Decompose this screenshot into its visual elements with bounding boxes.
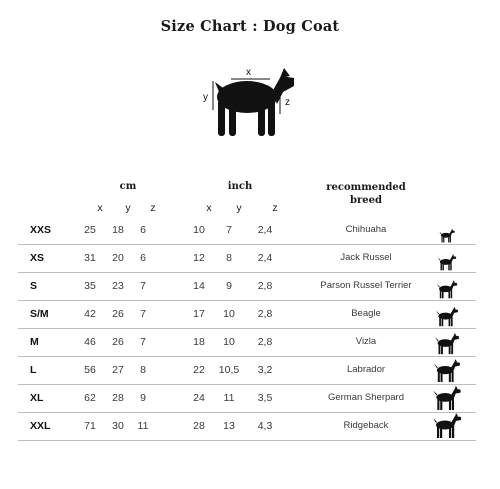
cm-y-value: 28 [112, 392, 124, 404]
inch-y-value: 9 [226, 280, 232, 292]
inch-x-value: 14 [193, 280, 205, 292]
inch-z-value: 2,4 [257, 224, 273, 236]
breed-name: Vizla [355, 336, 377, 347]
table-row [18, 356, 476, 385]
inch-z-header: z [272, 202, 278, 214]
inch-z-value: 2,8 [257, 280, 273, 292]
cm-y-value: 18 [112, 224, 124, 236]
cm-z-value: 7 [140, 336, 146, 348]
table-row [18, 412, 476, 441]
size-label: XXS [30, 224, 52, 236]
cm-x-value: 25 [84, 224, 96, 236]
inch-y-value: 7 [226, 224, 232, 236]
cm-z-value: 7 [140, 280, 146, 292]
cm-x-header: x [97, 202, 103, 214]
cm-x-value: 31 [84, 252, 96, 264]
inch-x-value: 18 [193, 336, 205, 348]
size-label: L [30, 364, 37, 376]
inch-x-value: 24 [193, 392, 205, 404]
inch-z-value: 3,2 [257, 364, 273, 376]
page-title: Size Chart : Dog Coat [160, 18, 340, 35]
diagram-x-label: x [246, 67, 251, 78]
inch-z-value: 4,3 [257, 420, 273, 432]
cm-z-value: 6 [140, 252, 146, 264]
cm-x-value: 35 [84, 280, 96, 292]
inch-z-value: 2,8 [257, 336, 273, 348]
cm-y-value: 23 [112, 280, 124, 292]
cm-x-value: 71 [84, 420, 96, 432]
inch-z-value: 2,4 [257, 252, 273, 264]
inch-y-header: y [236, 202, 242, 214]
beagle-icon [432, 301, 462, 327]
breed-name: Beagle [351, 308, 381, 319]
recommended-header-line2: breed [350, 195, 382, 206]
size-label: S/M [30, 308, 49, 320]
inch-x-header: x [206, 202, 212, 214]
inch-x-value: 17 [193, 308, 205, 320]
dog-measurement-diagram [0, 0, 500, 160]
inch-y-value: 10 [223, 308, 235, 320]
vizla-icon [432, 329, 462, 355]
breed-name: German Sherpard [327, 392, 405, 403]
inch-x-value: 22 [193, 364, 205, 376]
breed-name: Jack Russel [340, 252, 392, 263]
breed-name: Parson Russel Terrier [320, 280, 412, 291]
breed-name: Labrador [346, 364, 386, 375]
cm-y-value: 20 [112, 252, 124, 264]
inch-y-value: 11 [223, 392, 235, 404]
ridgeback-icon [432, 413, 462, 439]
cm-y-value: 26 [112, 336, 124, 348]
inch-y-value: 10 [223, 336, 235, 348]
table-row [18, 384, 476, 413]
cm-z-value: 11 [137, 420, 149, 432]
inch-y-value: 13 [223, 420, 235, 432]
labrador-icon [432, 357, 462, 383]
diagram-y-label: y [203, 92, 208, 103]
cm-z-value: 8 [140, 364, 146, 376]
inch-y-value: 8 [226, 252, 232, 264]
breed-name: Chihuaha [345, 224, 387, 235]
cm-z-header: z [150, 202, 156, 214]
german-shepherd-icon [432, 385, 462, 411]
table-row [18, 300, 476, 329]
cm-z-value: 9 [140, 392, 146, 404]
inch-z-value: 2,8 [257, 308, 273, 320]
size-label: S [30, 280, 38, 292]
parson-russel-icon [432, 273, 462, 299]
cm-y-value: 30 [112, 420, 124, 432]
chihuahua-icon [432, 217, 462, 243]
table-row [18, 244, 476, 273]
size-label: XXL [30, 420, 51, 432]
inch-header: inch [227, 181, 253, 192]
table-row [18, 272, 476, 301]
size-label: XS [30, 252, 45, 264]
table-row [18, 328, 476, 357]
diagram-z-label: z [285, 97, 290, 108]
cm-x-value: 42 [84, 308, 96, 320]
cm-x-value: 46 [84, 336, 96, 348]
cm-z-value: 7 [140, 308, 146, 320]
cm-x-value: 62 [84, 392, 96, 404]
cm-y-value: 27 [112, 364, 124, 376]
table-row [18, 216, 476, 245]
inch-y-value: 10,5 [218, 364, 240, 376]
cm-x-value: 56 [84, 364, 96, 376]
inch-z-value: 3,5 [257, 392, 273, 404]
cm-y-header: y [125, 202, 131, 214]
size-label: M [30, 336, 39, 348]
inch-x-value: 28 [193, 420, 205, 432]
cm-header: cm [119, 181, 137, 192]
inch-x-value: 10 [193, 224, 205, 236]
size-label: XL [30, 392, 44, 404]
jack-russel-icon [432, 245, 462, 271]
breed-name: Ridgeback [343, 420, 389, 431]
dog-silhouette-icon [215, 68, 294, 136]
cm-y-value: 26 [112, 308, 124, 320]
inch-x-value: 12 [193, 252, 205, 264]
recommended-header-line1: recommended [326, 182, 406, 193]
cm-z-value: 6 [140, 224, 146, 236]
